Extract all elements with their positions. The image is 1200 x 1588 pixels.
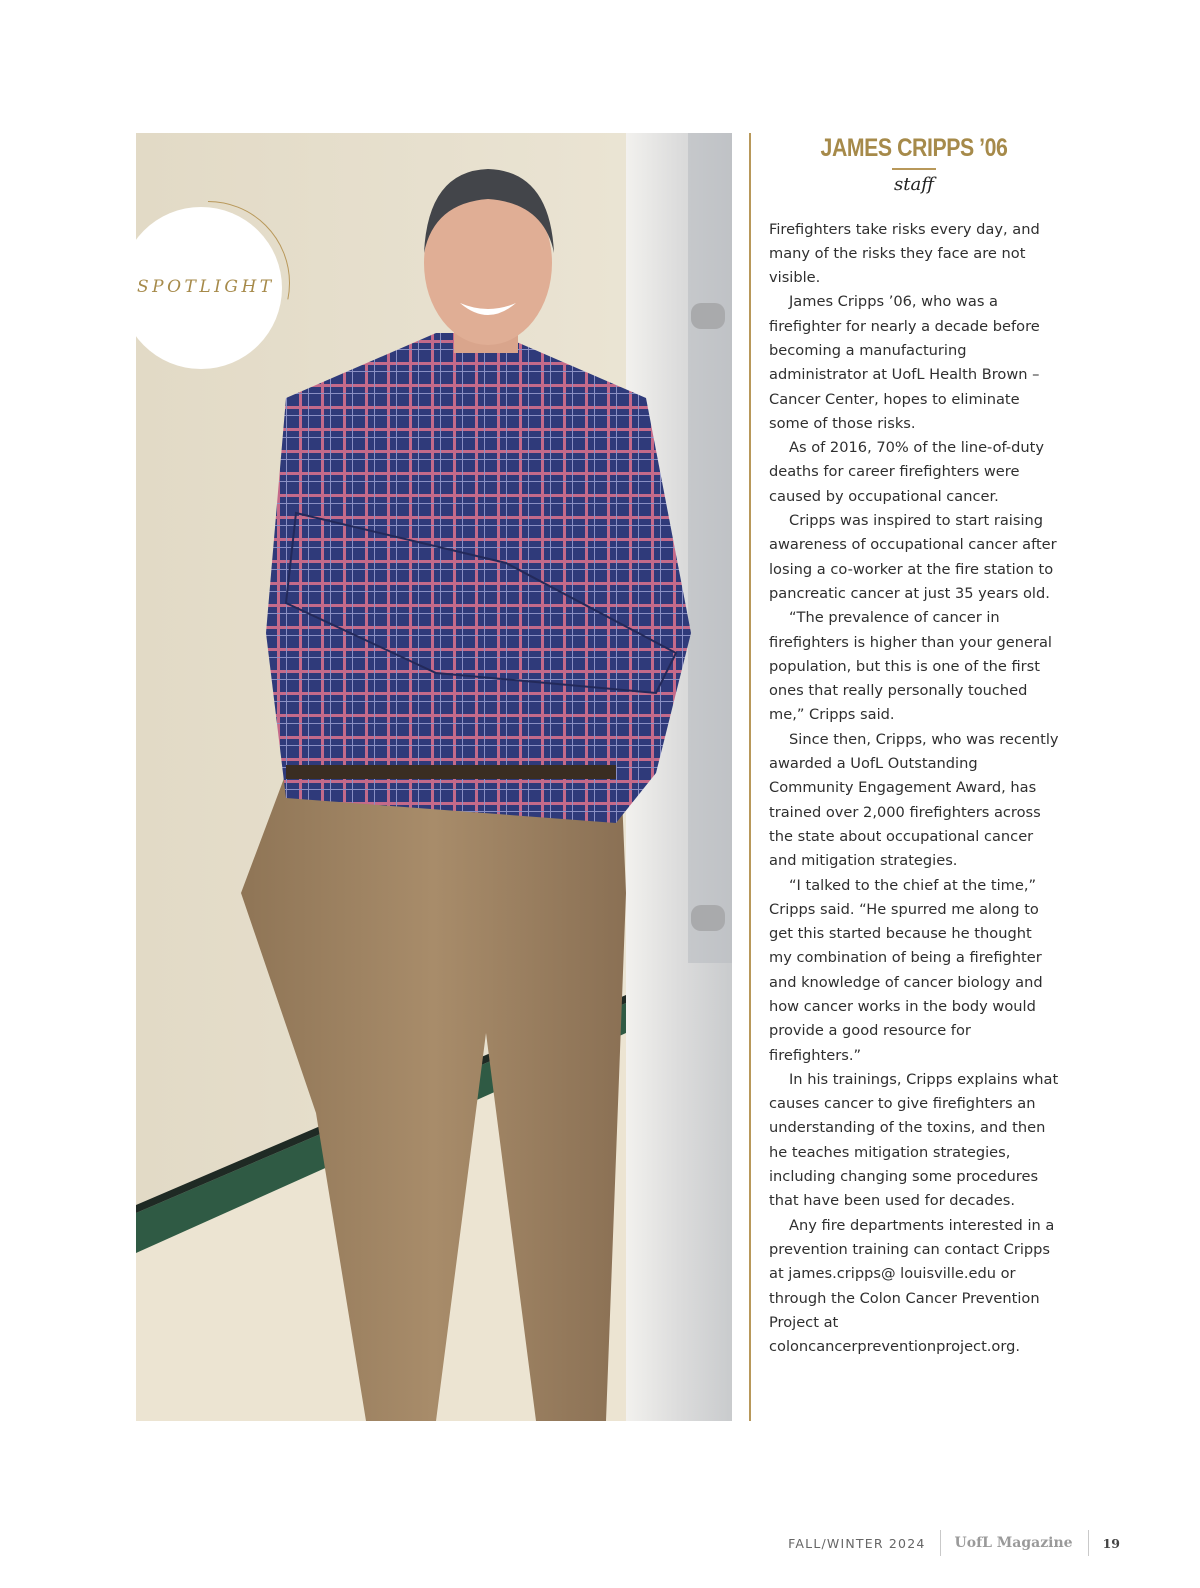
footer-separator xyxy=(1088,1530,1089,1556)
column-divider xyxy=(749,133,751,1421)
article-paragraph: In his trainings, Cripps explains what causes cancer to give firefighters an understanding of the toxins, and then he teaches mitigation strategies, including changing some procedures that have been used for decades. xyxy=(769,1070,1059,1210)
page-footer xyxy=(760,1528,1140,1558)
spotlight-label: SPOTLIGHT xyxy=(137,277,275,297)
article-paragraph: Any fire departments interested in a prevention training can contact Cripps at james.cripps@ louisville.edu or through the Colon Cancer Prevention Project at coloncancerpreventionproject.org. xyxy=(769,1216,1055,1356)
article-paragraph: As of 2016, 70% of the line-of-duty deaths for career firefighters were caused by occupational cancer. xyxy=(769,439,1044,505)
article-paragraph: Firefighters take risks every day, and many of the risks they face are not visible. xyxy=(769,220,1040,287)
headline-rule xyxy=(892,168,936,170)
footer-separator xyxy=(940,1530,941,1556)
article-paragraph: Cripps was inspired to start raising awareness of occupational cancer after losing a co-worker at the fire station to pancreatic cancer at just 35 years old. xyxy=(769,512,1057,602)
article-paragraph: Since then, Cripps, who was recently awarded a UofL Outstanding Community Engagement Award, has trained over 2,000 firefighters across the state about occupational cancer and mitigation strategies. xyxy=(769,730,1059,870)
spotlight-badge xyxy=(120,207,282,369)
article-headline: JAMES CRIPPS ’06 xyxy=(820,134,1008,162)
article-paragraph: James Cripps ’06, who was a firefighter for nearly a decade before becoming a manufacturing administrator at UofL Health Brown – Cancer Center, hopes to eliminate some of those risks. xyxy=(769,293,1040,432)
profile-article xyxy=(769,133,1059,1359)
article-paragraph: “I talked to the chief at the time,” Cripps said. “He spurred me along to get this started because he thought my combination of being a firefighter and knowledge of cancer biology and how cancer works in the body would provide a good resource for firefighters.” xyxy=(769,876,1043,1064)
magazine-name: UofL Magazine xyxy=(954,1535,1073,1551)
page-number: 19 xyxy=(1102,1535,1120,1551)
article-body xyxy=(769,218,1059,1360)
article-paragraph: “The prevalence of cancer in firefighters is higher than your general population, but this is one of the first ones that really personally touched me,” Cripps said. xyxy=(769,609,1052,724)
article-affiliation: staff xyxy=(894,173,934,195)
issue-label: FALL/WINTER 2024 xyxy=(788,1535,926,1551)
